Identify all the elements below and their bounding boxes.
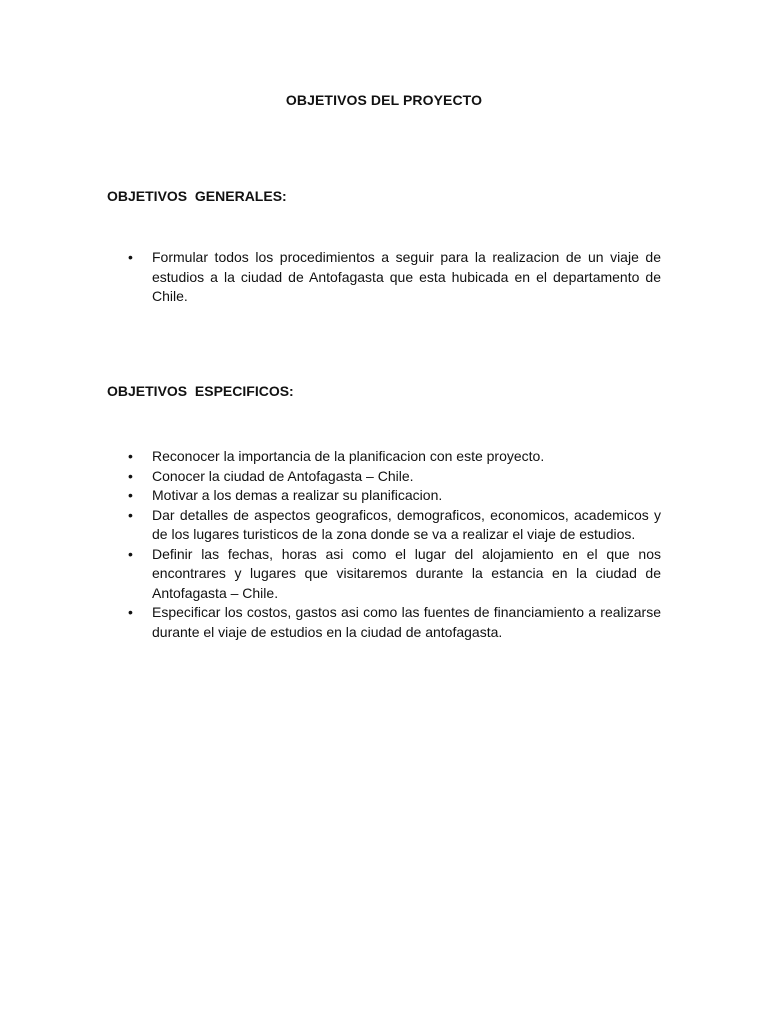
list-item (107, 506, 661, 545)
list-item (107, 467, 661, 487)
document-title: OBJETIVOS DEL PROYECTO (285, 92, 483, 108)
list-item-text: Formular todos los procedimientos a seguir para la realizacion de un viaje de estudios a la ciudad de Antofagasta que esta hubicada en el departamento de Chile. (152, 249, 661, 304)
list-item-text: Definir las fechas, horas asi como el lugar del alojamiento en el que nos encontrares y lugares que visitaremos durante la estancia en la ciudad de Antofagasta – Chile. (152, 545, 661, 601)
list-item-text: Reconocer la importancia de la planificacion con este proyecto. (152, 448, 545, 464)
bullet-icon: • (128, 249, 133, 265)
list-item (107, 486, 661, 506)
bullet-icon: • (128, 604, 133, 620)
list-item-text: Conocer la ciudad de Antofagasta – Chile. (152, 467, 414, 484)
bullet-icon: • (128, 487, 133, 503)
list-item (107, 447, 661, 467)
list-item-text: Motivar a los demas a realizar su planificacion. (152, 487, 443, 503)
bullet-icon: • (128, 448, 133, 464)
list-item-text: Especificar los costos, gastos asi como las fuentes de financiamiento a realizarse durante el viaje de estudios en la ciudad de antofagasta. (152, 604, 661, 640)
bullet-icon: • (128, 545, 133, 562)
bullet-icon: • (128, 467, 133, 484)
general-objectives-heading: OBJETIVOS GENERALES: (107, 188, 287, 204)
list-item-text: Dar detalles de aspectos geograficos, demograficos, economicos, academicos y de los lugares turisticos de la zona donde se va a realizar el viaje de estudios. (152, 506, 661, 542)
list-item (107, 248, 661, 307)
bullet-icon: • (128, 506, 133, 523)
list-item (107, 545, 661, 604)
list-item (107, 603, 661, 642)
general-objectives-list (107, 248, 661, 307)
specific-objectives-list (107, 447, 661, 642)
specific-objectives-heading: OBJETIVOS ESPECIFICOS: (107, 383, 294, 399)
